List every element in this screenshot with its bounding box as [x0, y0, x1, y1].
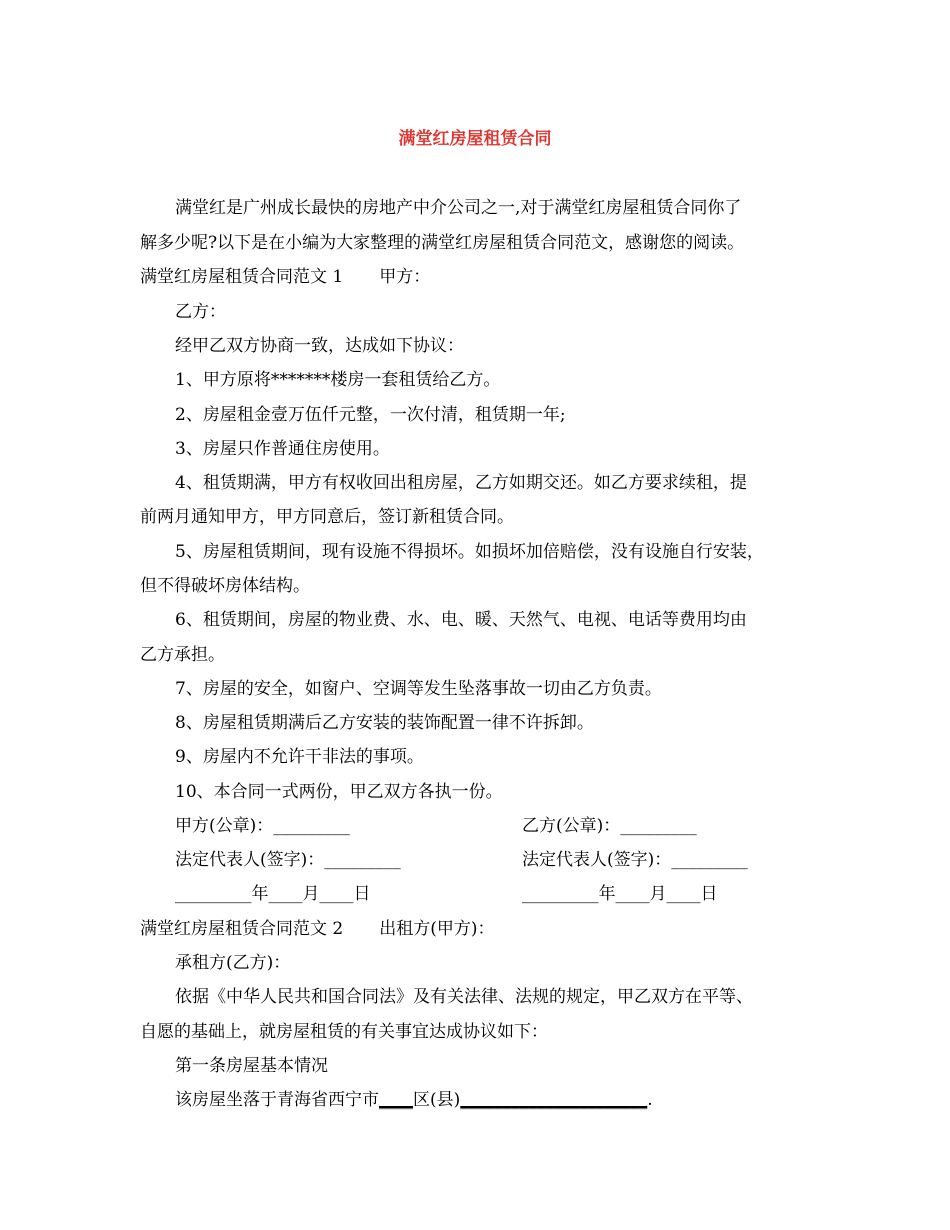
clause-5-line-1: 5、房屋租赁期间，现有设施不得损坏。如损坏加倍赔偿，没有设施自行安装，	[175, 542, 764, 562]
sample2-basis-line-1: 依据《中华人民共和国合同法》及有关法律、法规的规定，甲乙双方在平等、	[175, 987, 753, 1007]
clause-9: 9、房屋内不允许干非法的事项。	[175, 747, 424, 767]
clause-6-line-2: 乙方承担。	[140, 645, 225, 665]
party-b-seal: 乙方(公章)：_________	[522, 816, 697, 836]
clause-4-line-2: 前两月通知甲方，甲方同意后，签订新租赁合同。	[140, 507, 514, 527]
sample1-heading-row	[140, 265, 430, 289]
clause-10: 10、本合同一式两份，甲乙双方各执一份。	[175, 782, 503, 802]
intro-line-1: 满堂红是广州成长最快的房地产中介公司之一,对于满堂红房屋租赁合同你了	[175, 198, 742, 218]
document-title: 满堂红房屋租赁合同	[398, 129, 552, 149]
sample1-agreement: 经甲乙双方协商一致，达成如下协议：	[175, 336, 464, 356]
party-a-date: _________年____月____日	[175, 884, 371, 904]
sample2-lessor: 出租方(甲方)：	[379, 919, 495, 939]
location-mid: 区(县)	[413, 1090, 461, 1110]
article-1-heading: 第一条房屋基本情况	[175, 1056, 328, 1076]
location-end: .	[647, 1090, 653, 1110]
clause-7: 7、房屋的安全，如窗户、空调等发生坠落事故一切由乙方负责。	[175, 679, 662, 699]
party-b-date: _________年____月____日	[522, 884, 718, 904]
location-prefix: 该房屋坐落于青海省西宁市	[175, 1090, 379, 1110]
district-blank: ____	[379, 1090, 413, 1110]
sample2-heading: 满堂红房屋租赁合同范文 2	[140, 919, 344, 939]
sample2-lessee: 承租方(乙方)：	[175, 953, 291, 973]
party-b-representative: 法定代表人(签字)：_________	[522, 850, 748, 870]
address-blank: ______________________	[460, 1090, 648, 1110]
sample1-heading: 满堂红房屋租赁合同范文 1	[140, 267, 344, 287]
clause-4-line-1: 4、租赁期满，甲方有权收回出租房屋，乙方如期交还。如乙方要求续租，提	[175, 473, 747, 493]
sample1-party-b: 乙方：	[175, 302, 226, 322]
sample2-basis-line-2: 自愿的基础上，就房屋租赁的有关事宜达成协议如下：	[140, 1022, 548, 1042]
intro-line-2: 解多少呢?以下是在小编为大家整理的满堂红房屋租赁合同范文，感谢您的阅读。	[140, 233, 745, 253]
article-1-location	[175, 1088, 653, 1112]
sample2-heading-row	[140, 917, 495, 941]
clause-1: 1、甲方原将*******楼房一套租赁给乙方。	[175, 370, 501, 390]
sample1-party-a: 甲方：	[379, 267, 431, 287]
party-a-seal: 甲方(公章)：_________	[175, 816, 350, 836]
clause-3: 3、房屋只作普通住房使用。	[175, 439, 390, 459]
clause-6-line-1: 6、租赁期间，房屋的物业费、水、电、暖、天然气、电视、电话等费用均由	[175, 610, 747, 630]
clause-5-line-2: 但不得破坏房体结构。	[140, 576, 310, 596]
clause-2: 2、房屋租金壹万伍仟元整，一次付清，租赁期一年;	[175, 405, 566, 425]
clause-8: 8、房屋租赁期满后乙方安装的装饰配置一律不许拆卸。	[175, 713, 594, 733]
party-a-representative: 法定代表人(签字)：_________	[175, 850, 401, 870]
